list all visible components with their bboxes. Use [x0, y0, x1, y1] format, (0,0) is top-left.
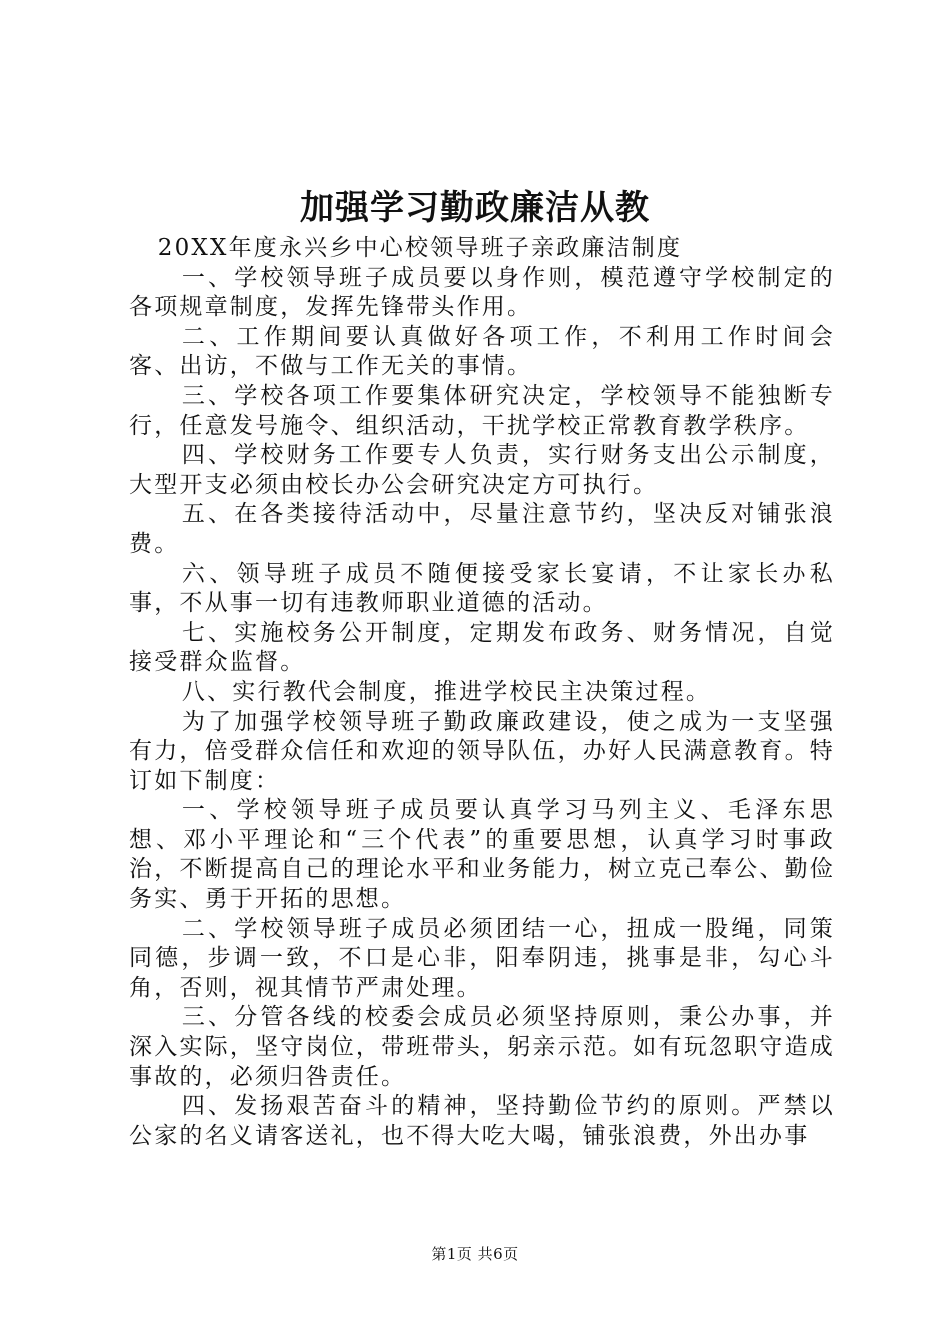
paragraph-10: 一、学校领导班子成员要认真学习马列主义、毛泽东思想、邓小平理论和“三个代表”的重要思想，认真学习时事政治，不断提高自己的理论水平和业务能力，树立克己奉公、勤俭务实、勇于开拓的思想。 [129, 797, 835, 913]
page-number-footer: 第1页 共6页 [431, 1245, 519, 1263]
paragraph-4: 四、学校财务工作要专人负责，实行财务支出公示制度，大型开支必须由校长办公会研究决定方可执行。 [129, 442, 835, 498]
paragraph-11: 二、学校领导班子成员必须团结一心，扭成一股绳，同策同德，步调一致，不口是心非，阳奉阴违，挑事是非，勾心斗角，否则，视其情节严肃处理。 [129, 915, 835, 1001]
paragraph-8: 八、实行教代会制度，推进学校民主决策过程。 [181, 678, 712, 705]
paragraph-5: 五、在各类接待活动中，尽量注意节约，坚决反对铺张浪费。 [129, 501, 835, 557]
document-body [129, 234, 835, 1151]
paragraph-1: 一、学校领导班子成员要以身作则，模范遵守学校制定的各项规章制度，发挥先锋带头作用。 [129, 264, 835, 321]
document-subtitle: 20XX年度永兴乡中心校领导班子亲政廉洁制度 [157, 235, 683, 261]
document-title: 加强学习勤政廉洁从教 [300, 188, 650, 228]
paragraph-9: 为了加强学校领导班子勤政廉政建设，使之成为一支坚强有力，倍受群众信任和欢迎的领导队伍，办好人民满意教育。特订如下制度： [129, 708, 835, 794]
paragraph-12: 三、分管各线的校委会成员必须坚持原则，秉公办事，并深入实际，坚守岗位，带班带头，躬亲示范。如有玩忽职守造成事故的，必须归咎责任。 [129, 1004, 835, 1090]
paragraph-2: 二、工作期间要认真做好各项工作，不利用工作时间会客、出访，不做与工作无关的事情。 [129, 323, 835, 380]
paragraph-6: 六、领导班子成员不随便接受家长宴请，不让家长办私事，不从事一切有违教师职业道德的活动。 [129, 560, 835, 617]
paragraph-7: 七、实施校务公开制度，定期发布政务、财务情况，自觉接受群众监督。 [129, 619, 835, 676]
paragraph-13: 四、发扬艰苦奋斗的精神，坚持勤俭节约的原则。严禁以公家的名义请客送礼，也不得大吃大喝，铺张浪费，外出办事 [129, 1093, 835, 1149]
paragraph-3: 三、学校各项工作要集体研究决定，学校领导不能独断专行，任意发号施令、组织活动，干扰学校正常教育教学秩序。 [129, 382, 835, 439]
